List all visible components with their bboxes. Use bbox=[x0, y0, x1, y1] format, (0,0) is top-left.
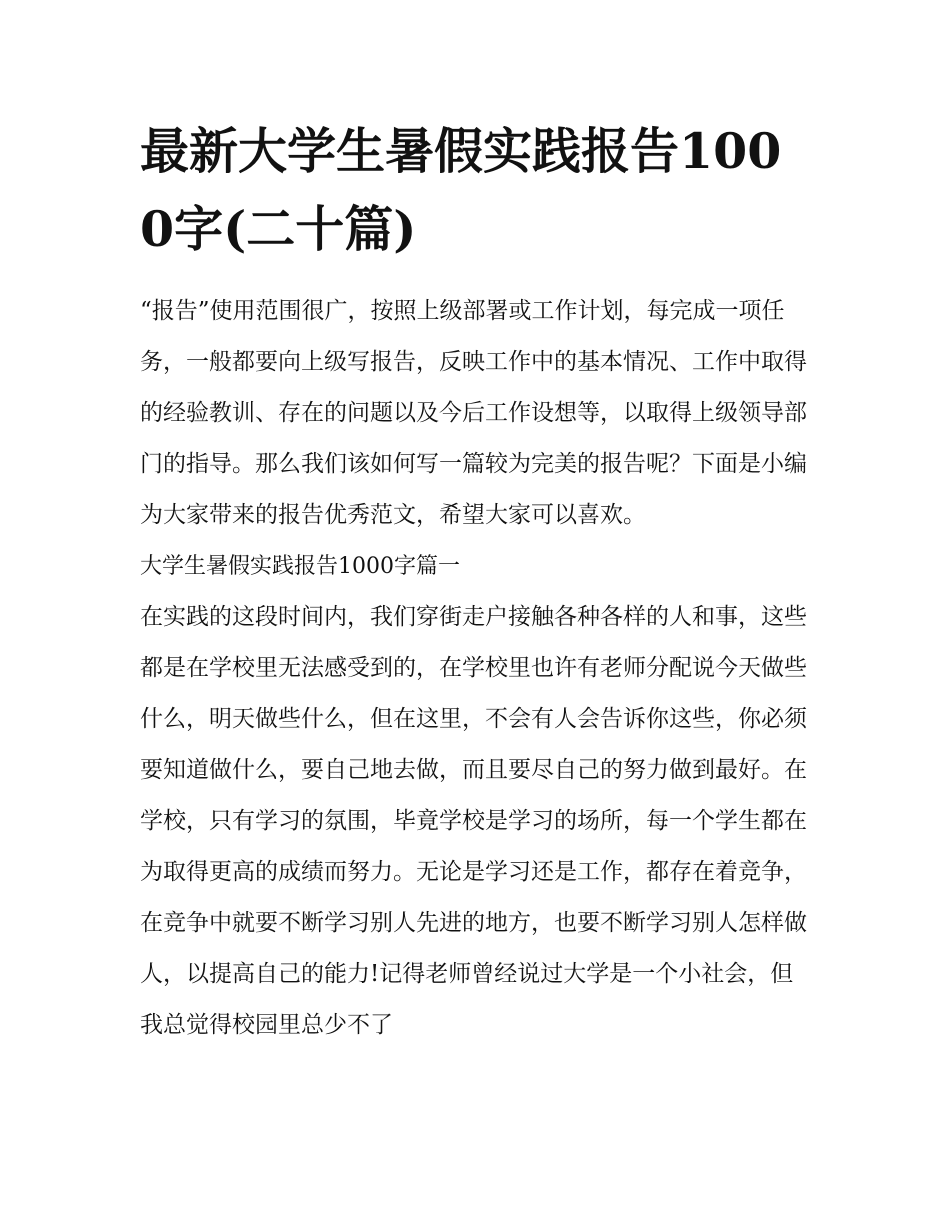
document-content bbox=[140, 112, 815, 1051]
section-heading: 大学生暑假实践报告1000字篇一 bbox=[140, 554, 460, 579]
body-paragraph: 在实践的这段时间内，我们穿街走户接触各种各样的人和事，这些都是在学校里无法感受到的，在学校里也许有老师分配说今天做些什么，明天做些什么，但在这里，不会有人会告诉你这些，你必须要知道做什么，要自己地去做，而且要尽自己的努力做到最好。在学校，只有学习的氛围，毕竟学校是学习的场所，每一个学生都在为取得更高的成绩而努力。无论是学习还是工作，都存在着竞争，在竞争中就要不断学习别人先进的地方，也要不断学习别人怎样做人，以提高自己的能力!记得老师曾经说过大学是一个小社会，但我总觉得校园里总少不了 bbox=[140, 604, 807, 1038]
document-title: 最新大学生暑假实践报告1000字(二十篇) bbox=[140, 122, 782, 258]
intro-paragraph: “报告”使用范围很广，按照上级部署或工作计划，每完成一项任务，一般都要向上级写报告，反映工作中的基本情况、工作中取得的经验教训、存在的问题以及今后工作设想等，以取得上级领导部门的指导。那么我们该如何写一篇较为完美的报告呢？下面是小编为大家带来的报告优秀范文，希望大家可以喜欢。 bbox=[140, 298, 807, 528]
